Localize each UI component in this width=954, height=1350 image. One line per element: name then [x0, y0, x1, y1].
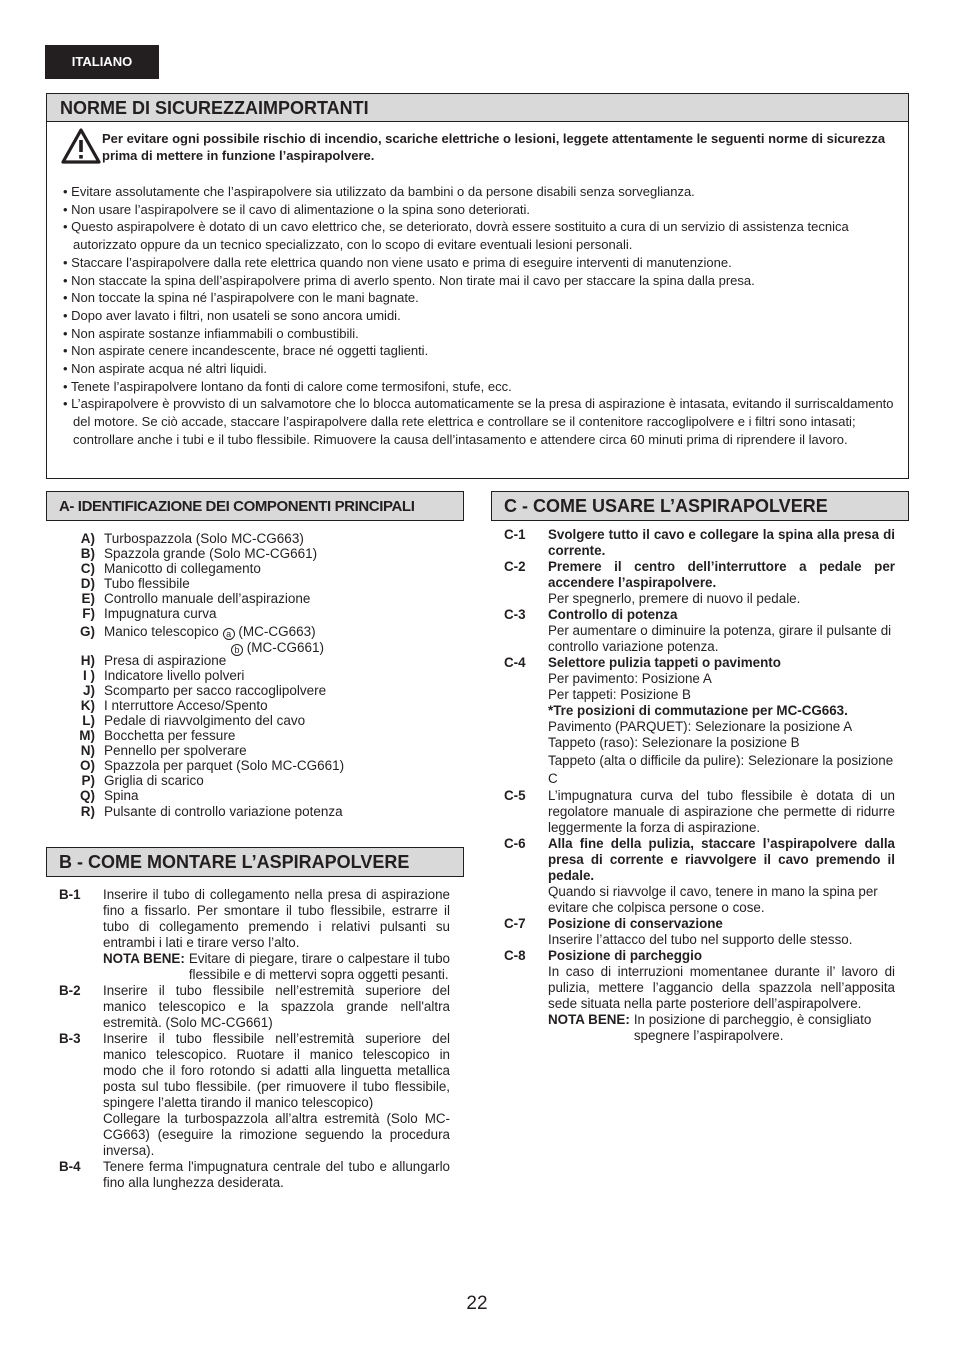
- step-b1: B-1 Inserire il tubo di collegamento nella presa di aspirazione fino a fissarlo. Per smontare il tubo flessibile, estrarre il tubo di collegamento premendo i relativi pulsanti su entrambi i lati e tirare verso l’alto. NOTA BENE: Evitare di piegare, tirare o calpestare il tubo flessibile e di mettervi sopra oggetti pesanti.: [59, 887, 450, 982]
- section-a-title: A- IDENTIFICAZIONE DEI COMPONENTI PRINCIPALI: [46, 491, 464, 521]
- list-item: O) Spazzola per parquet (Solo MC-CG661): [80, 758, 345, 774]
- list-item: • Non staccate la spina dell’aspirapolvere prima di averlo spento. Non tirate mai il cavo per staccare la spina dalla presa.: [60, 272, 900, 290]
- safety-list: [60, 183, 900, 449]
- step-b2: B-2 Inserire il tubo flessibile nell’estremità superiore del manico telescopico e la spazzola grande nell'altra estremità. (Solo MC-CG661): [59, 983, 450, 1030]
- list-item: • Non toccate la spina né l’aspirapolvere con le mani bagnate.: [60, 289, 900, 307]
- list-item: N) Pennello per spolverare: [80, 743, 247, 759]
- step-c8: C-8 Posizione di parcheggio In caso di interruzioni momentanee durante il’ lavoro di pulizia, mettere l’aggancio della spazzola nell’apposita sede situata nella parte posteriore dell’aspirapolvere. NOTA BENE: In posizione di parcheggio, è consigliato spegnere l’aspirapolvere.: [504, 948, 895, 1043]
- list-item: F) Impugnatura curva: [82, 606, 217, 622]
- list-item: • Non aspirate cenere incandescente, brace né oggetti taglienti.: [60, 342, 900, 360]
- language-tab: ITALIANO: [45, 45, 159, 79]
- safety-title: NORME DI SICUREZZAIMPORTANTI: [47, 94, 908, 122]
- step-c3: C-3 Controllo di potenza Per aumentare o diminuire la potenza, girare il pulsante di controllo variazione potenza.: [504, 607, 892, 654]
- list-item: H) Presa di aspirazione: [80, 652, 227, 668]
- list-item: • Questo aspirapolvere è dotato di un cavo elettrico che, se deteriorato, dovrà essere sostituito a cura di un servizio di assistenza tecnica autorizzato oppure da un tecnico specializzato, con lo scopo di evitare eventuali lesioni personali.: [60, 218, 900, 253]
- list-item: C) Manicotto di collegamento: [80, 561, 261, 577]
- list-item: D) Tubo flessibile: [80, 576, 190, 592]
- list-item: J) Scomparto per sacco raccoglipolvere: [82, 682, 327, 698]
- safety-warning: Per evitare ogni possibile rischio di incendio, scariche elettriche o lesioni, leggete attentamente le seguenti norme di sicurezza prima di mettere in funzione l’aspirapolvere.: [102, 131, 886, 163]
- list-item: E) Controllo manuale dell’aspirazione: [81, 591, 311, 607]
- step-b4: B-4 Tenere ferma l'impugnatura centrale del tubo e allungarlo fino alla lunghezza desiderata.: [59, 1159, 450, 1190]
- list-item: • Tenete l’aspirapolvere lontano da fonti di calore come termosifoni, stufe, ecc.: [60, 378, 900, 396]
- step-c7: C-7 Posizione di conservazione Inserire l’attacco del tubo nel supporto delle stesso.: [504, 916, 853, 947]
- list-item: • Staccare l’aspirapolvere dalla rete elettrica quando non viene usato e prima di eseguire interventi di manutenzione.: [60, 254, 900, 272]
- list-item: • Evitare assolutamente che l’aspirapolvere sia utilizzato da bambini o da persone disabili senza sorveglianza.: [60, 183, 900, 201]
- list-item: A) Turbospazzola (Solo MC-CG663): [80, 531, 304, 546]
- list-item: B) Spazzola grande (Solo MC-CG661): [80, 546, 318, 562]
- marker-b: b: [231, 644, 243, 656]
- step-c4: C-4 Selettore pulizia tappeti o pavimento Per pavimento: Posizione A Per tappeti: Posizione B *Tre posizioni di commutazione per MC-CG663. Pavimento (PARQUET): Selezionare la posizione A Tappeto (raso): Selezionare la posizione B Tappeto (alta o difficile da pulire): Selezionare la posizione C: [504, 655, 894, 786]
- list-item: M) Bocchetta per fessure: [79, 728, 236, 744]
- warning-triangle-icon: [61, 128, 101, 164]
- list-item: Q) Spina: [80, 788, 139, 804]
- step-b3: B-3 Inserire il tubo flessibile nell’estremità superiore del manico telescopico. Ruotare il manico telescopico in modo che il foro rotondo si adatti alla linguetta metallica posta sul tubo flessibile. (per rimuovere il tubo flessibile, spingere l’aletta tirando il manico telescopico) Collegare la turbospazzola all’altra estremità (Solo MC-CG663) (eseguire la rimozione seguendo la procedura inversa).: [59, 1031, 450, 1158]
- step-c2: C-2 Premere il centro dell’interruttore a pedale per accendere l’aspirapolvere. Per spegnerlo, premere di nuovo il pedale.: [504, 559, 895, 606]
- section-b-steps: [59, 887, 450, 1191]
- list-item: L) Pedale di riavvolgimento del cavo: [82, 712, 306, 728]
- list-item: • L’aspirapolvere è provvisto di un salvamotore che lo blocca automaticamente se la presa di aspirazione è intasata, evitando il surriscaldamento del motore. Se ciò accade, staccare l’aspirapolvere dalla rete elettrica e controllare se il contenitore raccoglipolvere e i filtri sono intasati; controllare anche i tubi e il tubo flessibile. Rimuovere la causa dell’intasamento e attendere circa 60 minuti prima di riprendere il lavoro.: [60, 395, 900, 448]
- section-c-steps: [504, 527, 895, 1044]
- section-c-title: C - COME USARE L’ASPIRAPOLVERE: [491, 491, 909, 521]
- step-c6: C-6 Alla fine della pulizia, staccare l’aspirapolvere dalla presa di corrente e riavvolgere il cavo premendo il pedale. Quando si riavvolge il cavo, tenere in mano la spina per evitare che colpisca persone o cose.: [504, 836, 895, 915]
- list-item: • Non aspirate sostanze infiammabili o combustibili.: [60, 325, 900, 343]
- marker-a: a: [223, 628, 235, 640]
- list-item: I ) Indicatore livello polveri: [83, 667, 245, 683]
- list-item: G) Manico telescopico a (MC-CG663) b (MC-CG661): [80, 623, 325, 655]
- components-list: [70, 531, 450, 819]
- safety-section: [46, 93, 909, 479]
- step-c5: C-5 L’impugnatura curva del tubo flessibile è dotata di un regolatore manuale di aspirazione che permette di ridurre leggermente la forza di aspirazione.: [504, 788, 895, 835]
- list-item: • Non usare l’aspirapolvere se il cavo di alimentazione o la spina sono deteriorati.: [60, 201, 900, 219]
- list-item: P) Griglia di scarico: [81, 773, 204, 789]
- list-item: K) I nterruttore Acceso/Spento: [80, 697, 268, 713]
- page-number: 22: [466, 1293, 488, 1314]
- step-c1: C-1 Svolgere tutto il cavo e collegare la spina alla presa di corrente.: [504, 527, 895, 558]
- section-b-title: B - COME MONTARE L’ASPIRAPOLVERE: [46, 847, 464, 877]
- list-item: • Non aspirate acqua né altri liquidi.: [60, 360, 900, 378]
- list-item: R) Pulsante di controllo variazione potenza: [80, 803, 343, 819]
- list-item: • Dopo aver lavato i filtri, non usateli se sono ancora umidi.: [60, 307, 900, 325]
